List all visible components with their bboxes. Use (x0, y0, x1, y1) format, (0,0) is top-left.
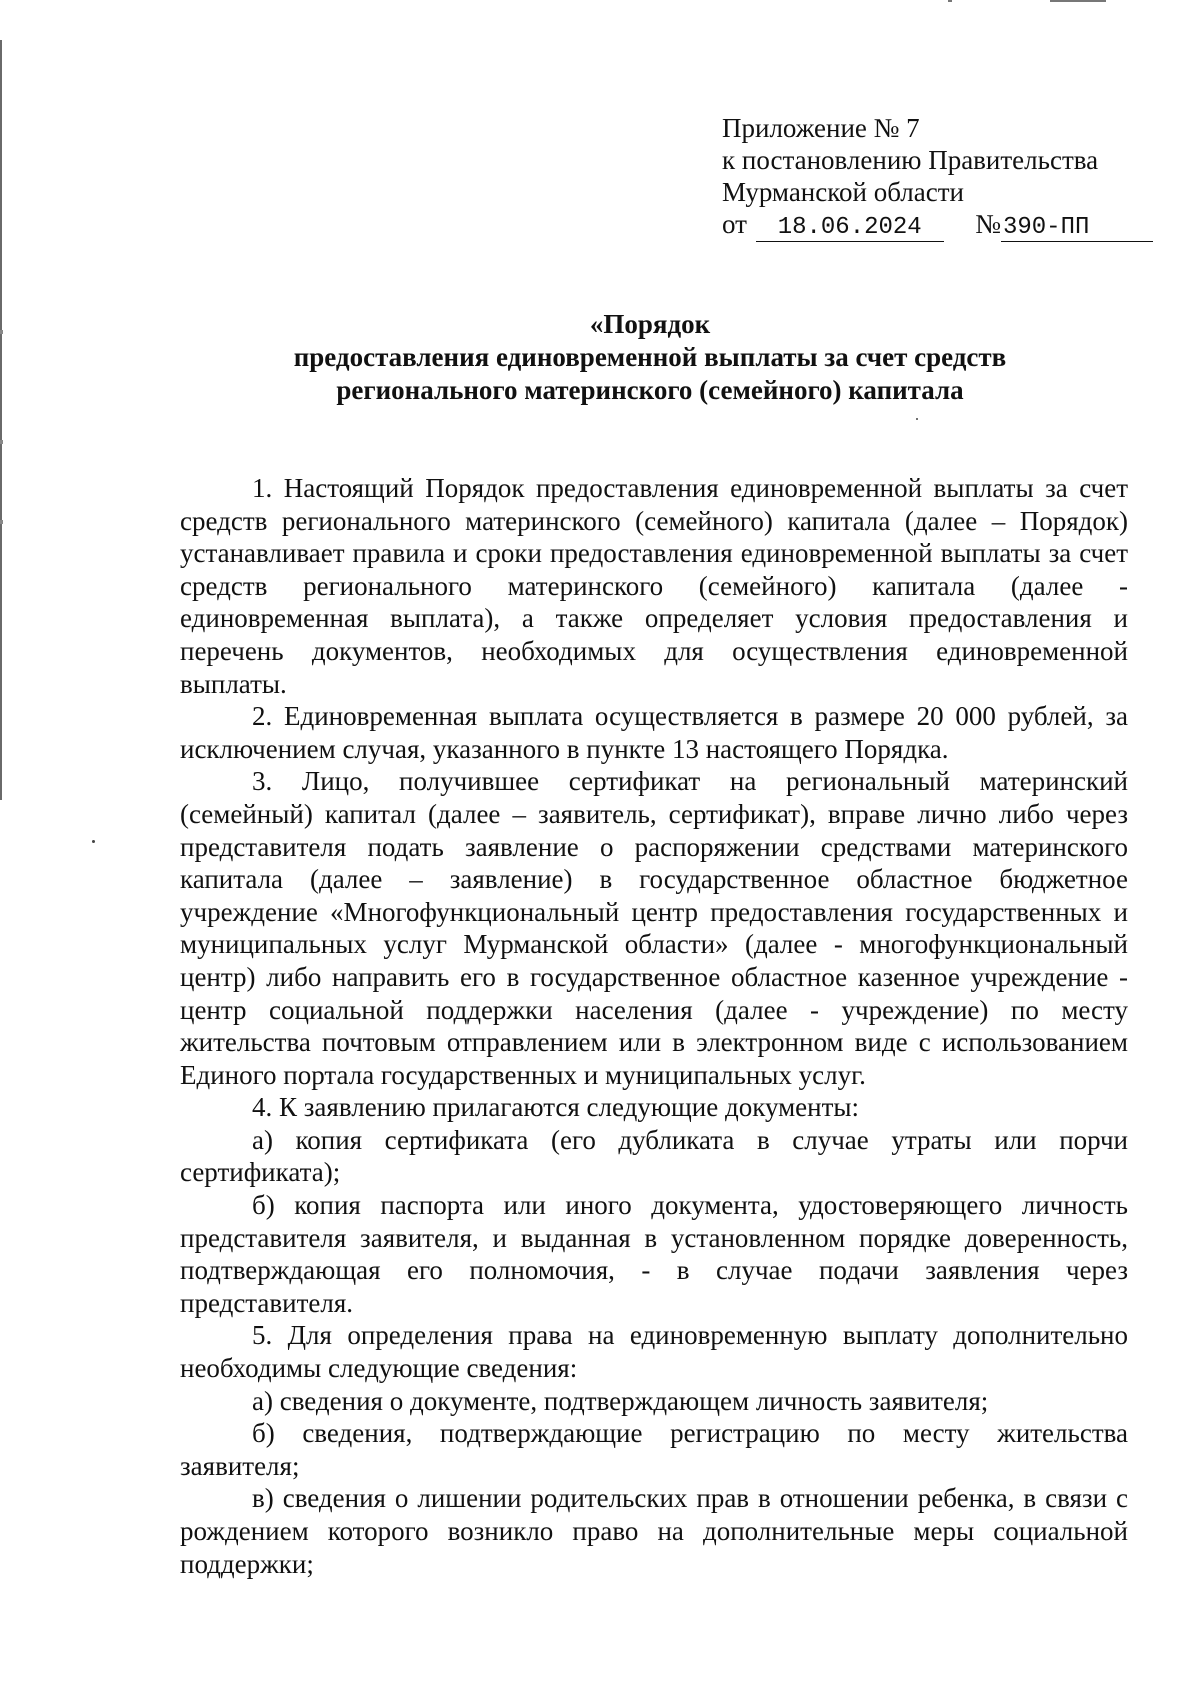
scan-speck (92, 840, 95, 843)
resolution-date: 18.06.2024 (756, 215, 944, 242)
appendix-number: Приложение № 7 (722, 113, 920, 143)
title-line-3: регионального материнского (семейного) капитала (336, 375, 964, 405)
scan-speck (916, 418, 918, 420)
document-body (180, 472, 1128, 1580)
paragraph-4b: б) копия паспорта или иного документа, удостоверяющего личность представителя заявителя, и выданная в установленном порядке доверенность, подтверждающая его полномочия, - в случае подачи заявления через представителя. (180, 1190, 1128, 1318)
paragraph-2: 2. Единовременная выплата осуществляется в размере 20 000 рублей, за исключением случая, указанного в пункте 13 настоящего Порядка. (180, 701, 1128, 764)
paragraph-5: 5. Для определения права на единовременную выплату дополнительно необходимы следующие сведения: (180, 1320, 1128, 1384)
paragraph-4: 4. К заявлению прилагаются следующие документы: (252, 1092, 860, 1123)
paragraph-5a: а) сведения о документе, подтверждающем личность заявителя; (252, 1385, 989, 1416)
scan-edge-line (0, 40, 2, 800)
from-label: от (722, 209, 747, 239)
appendix-region: Мурманской области (722, 177, 964, 207)
document-title (180, 308, 1120, 407)
scan-edge-mark (0, 520, 3, 524)
resolution-number: 390-ПП (1001, 215, 1153, 242)
title-line-2: предоставления единовременной выплаты за счет средств (293, 342, 1007, 372)
title-line-1: «Порядок (589, 309, 711, 339)
appendix-resolution-ref: к постановлению Правительства (722, 145, 1099, 175)
number-label: № (975, 209, 1001, 239)
scan-top-mark (948, 0, 952, 2)
scan-edge-mark (0, 440, 3, 444)
scan-edge-mark (0, 330, 3, 334)
paragraph-5c: в) сведения о лишении родительских прав в отношении ребенка, в связи с рождением которого возникло право на дополнительные меры социальной поддержки; (180, 1483, 1128, 1579)
appendix-header (722, 112, 1162, 242)
paragraph-1: 1. Настоящий Порядок предоставления единовременной выплаты за счет средств регионального материнского (семейного) капитала (далее – Порядок) устанавливает правила и сроки предоставления единовременной выплаты за счет средств регионального материнского (семейного) капитала (далее - единовременная выплата), а также определяет условия предоставления и перечень документов, необходимых для осуществления единовременной выплаты. (180, 473, 1128, 699)
paragraph-3: 3. Лицо, получившее сертификат на региональный материнский (семейный) капитал (далее – заявитель, сертификат), вправе лично либо через представителя подать заявление о распоряжении средствами материнского капитала (далее – заявление) в государственное областное бюджетное учреждение «Многофункциональный центр предоставления государственных и муниципальных услуг Мурманской области» (далее - многофункциональный центр) либо направить его в государственное областное казенное учреждение - центр социальной поддержки населения (далее - учреждение) по месту жительства почтовым отправлением или в электронном виде с использованием Единого портала государственных и муниципальных услуг. (180, 766, 1128, 1090)
scan-top-mark (1050, 0, 1106, 2)
paragraph-4a: а) копия сертификата (его дубликата в случае утраты или порчи сертификата); (180, 1124, 1128, 1188)
paragraph-5b: б) сведения, подтверждающие регистрацию по месту жительства заявителя; (180, 1418, 1128, 1481)
appendix-date-number-line (722, 208, 1162, 242)
